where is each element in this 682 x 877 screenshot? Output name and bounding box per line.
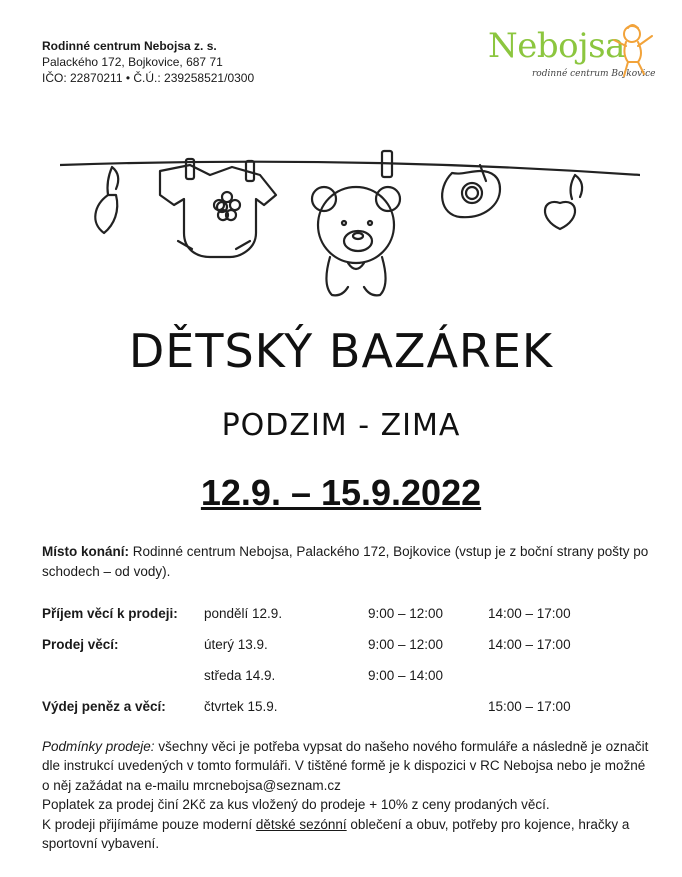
schedule-day: čtvrtek 15.9. xyxy=(204,699,278,714)
fee-text: Poplatek za prodej činí 2Kč za kus vložený do prodeje + 10% z ceny prodaných věcí. xyxy=(42,797,550,813)
venue-label: Místo konání: xyxy=(42,544,129,559)
schedule-time-morning: 9:00 – 12:00 xyxy=(368,606,444,621)
schedule-label: Příjem věcí k prodeji: xyxy=(42,606,178,621)
child-mascot-icon xyxy=(608,20,658,80)
schedule-day: pondělí 12.9. xyxy=(204,606,283,621)
event-dates: 12.9. – 15.9.2022 xyxy=(200,472,482,513)
schedule-label: Prodej věcí: xyxy=(42,637,119,652)
accept-text-underlined: dětské sezónní xyxy=(255,816,347,832)
schedule-day: úterý 13.9. xyxy=(204,637,268,652)
schedule-time-afternoon: 14:00 – 17:00 xyxy=(488,637,571,652)
page-title: DĚTSKÝ BAZÁREK xyxy=(128,324,554,378)
schedule-time-afternoon: 14:00 – 17:00 xyxy=(488,606,571,621)
venue-text: Rodinné centrum Nebojsa, Palackého 172, Bojkovice (vstup je z boční strany pošty po schodech – od vody). xyxy=(42,544,649,579)
schedule-day: středa 14.9. xyxy=(204,668,276,683)
clothesline-illustration xyxy=(60,145,640,315)
org-ids: IČO: 22870211 • Č.Ú.: 239258521/0300 xyxy=(42,71,255,85)
schedule-time-morning: 9:00 – 14:00 xyxy=(368,668,444,683)
logo-subtitle: rodinné centrum Bojkovice xyxy=(532,69,656,79)
accept-text-post: oblečení a obuv, potřeby pro kojence, hračky a sportovní vybavení. xyxy=(42,816,630,852)
logo-word: Nebojsa xyxy=(488,26,625,66)
accept-text-pre: K prodeji přijímáme pouze moderní xyxy=(42,816,256,832)
org-address: Palackého 172, Bojkovice, 687 71 xyxy=(42,55,223,69)
nebojsa-logo xyxy=(488,20,658,84)
conditions-paragraph xyxy=(42,737,652,853)
schedule-time-morning: 9:00 – 12:00 xyxy=(368,637,444,652)
schedule-time-afternoon: 15:00 – 17:00 xyxy=(488,699,571,714)
venue-paragraph xyxy=(42,542,652,582)
organization-header xyxy=(42,38,254,86)
conditions-text: všechny věci je potřeba vypsat do našeho nového formuláře a následně je označit dle instrukcí uvedených v tomto formuláři. V tištěné formě je k dispozici v RC Nebojsa nebo je možné o něj zažádat na e-mailu mrcnebojsa@seznam.cz xyxy=(42,739,649,793)
conditions-label: Podmínky prodeje: xyxy=(42,739,155,754)
season-subtitle: PODZIM - ZIMA xyxy=(221,408,461,443)
schedule-label: Výdej peněz a věcí: xyxy=(42,699,166,714)
org-name: Rodinné centrum Nebojsa z. s. xyxy=(42,39,217,53)
